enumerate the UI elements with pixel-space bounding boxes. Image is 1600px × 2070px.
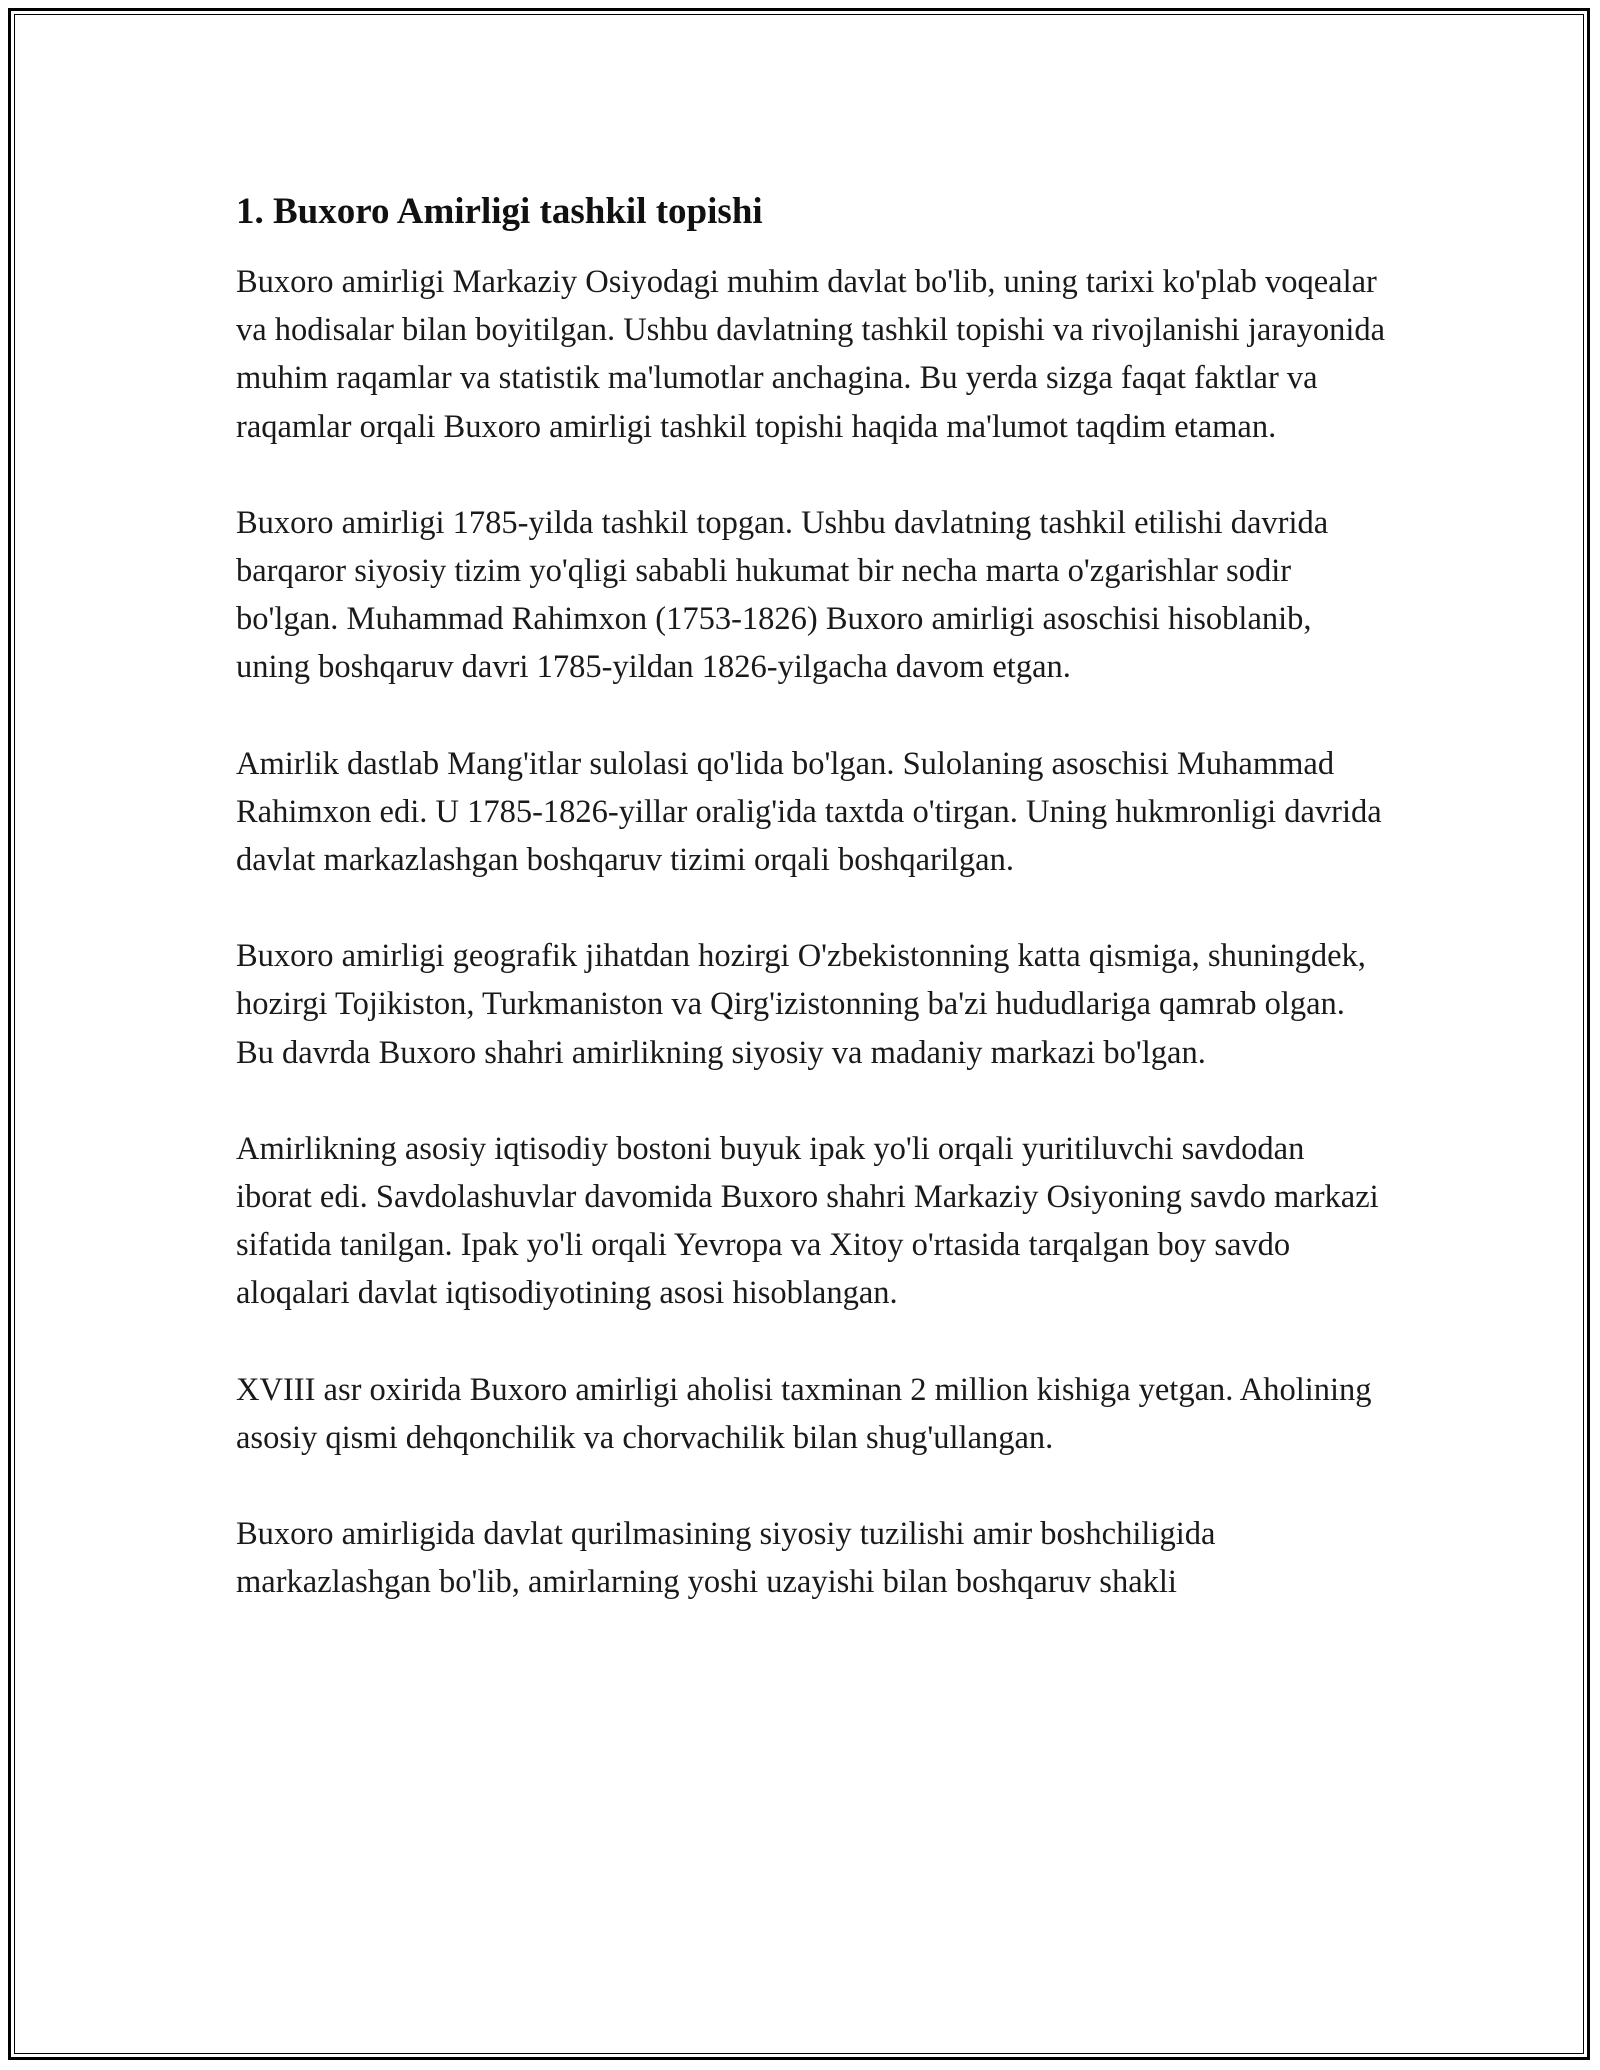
section-heading: 1. Buxoro Amirligi tashkil topishi [236,191,763,232]
paragraph-6: XVIII asr oxirida Buxoro amirligi aholisi taxminan 2 million kishiga yetgan. Aholining asosiy qismi dehqonchilik va chorvachilik bilan shug'ullangan. [236,1371,1372,1456]
document-body [236,188,1386,1654]
paragraph-4: Buxoro amirligi geografik jihatdan hozirgi O'zbekistonning katta qismiga, shuningdek, hozirgi Tojikiston, Turkmaniston va Qirg'izistonning ba'zi hududlariga qamrab olgan. Bu davrda Buxoro shahri amirlikning siyosiy va madaniy markazi bo'lgan. [236,938,1366,1071]
paragraph-7: Buxoro amirligida davlat qurilmasining siyosiy tuzilishi amir boshchiligida markazlashgan bo'lib, amirlarning yoshi uzayishi bilan boshqaruv shakli [236,1516,1216,1601]
paragraph-2: Buxoro amirligi 1785-yilda tashkil topgan. Ushbu davlatning tashkil etilishi davrida barqaror siyosiy tizim yo'qligi sababli hukumat bir necha marta o'zgarishlar sodir bo'lgan. Muhammad Rahimxon (1753-1826) Buxoro amirligi asoschisi hisoblanib, uning boshqaruv davri 1785-yildan 1826-yilgacha davom etgan. [236,504,1329,686]
paragraph-1: Buxoro amirligi Markaziy Osiyodagi muhim davlat bo'lib, uning tarixi ko'plab voqealar va hodisalar bilan boyitilgan. Ushbu davlatning tashkil topishi va rivojlanishi jarayonida muhim raqamlar va statistik ma'lumotlar anchagina. Bu yerda sizga faqat faktlar va raqamlar orqali Buxoro amirligi tashkil topishi haqida ma'lumot taqdim etaman. [236,264,1386,445]
paragraph-3: Amirlik dastlab Mang'itlar sulolasi qo'lida bo'lgan. Sulolaning asoschisi Muhammad Rahimxon edi. U 1785-1826-yillar oralig'ida taxtda o'tirgan. Uning hukmronligi davrida davlat markazlashgan boshqaruv tizimi orqali boshqarilgan. [236,745,1382,879]
paragraph-5: Amirlikning asosiy iqtisodiy bostoni buyuk ipak yo'li orqali yuritiluvchi savdodan iborat edi. Savdolashuvlar davomida Buxoro shahri Markaziy Osiyoning savdo markazi sifatida tanilgan. Ipak yo'li orqali Yevropa va Xitoy o'rtasida tarqalgan boy savdo aloqalari davlat iqtisodiyotining asosi hisoblangan. [236,1130,1379,1312]
